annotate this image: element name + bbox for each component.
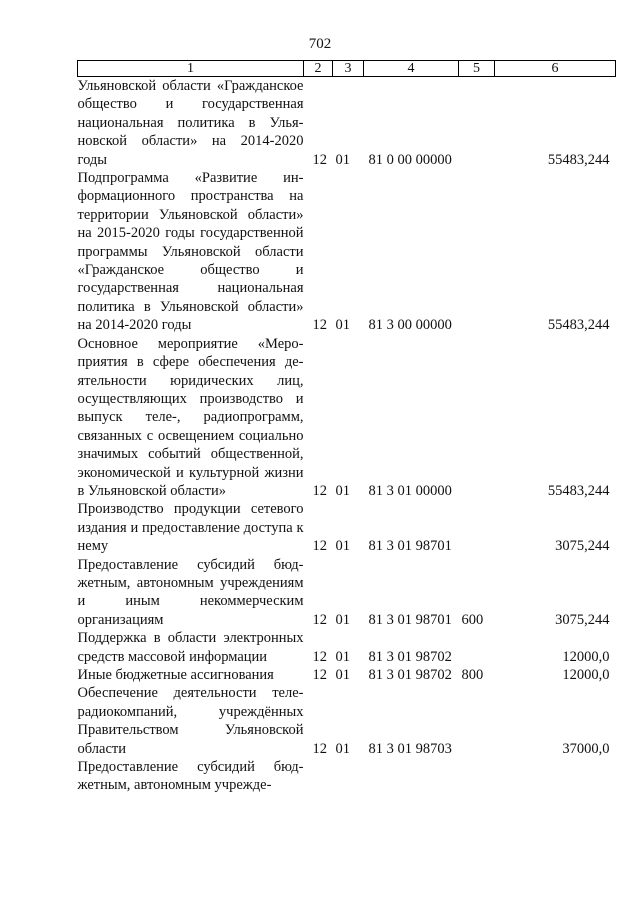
row-subsection: 01 bbox=[335, 648, 350, 665]
row-target-code: 81 3 01 98703 bbox=[368, 740, 452, 757]
row-expense-type bbox=[459, 684, 495, 758]
row-section: 12 bbox=[312, 611, 327, 628]
row-amount: 55483,244 bbox=[547, 482, 610, 499]
row-amount: 55483,244 bbox=[547, 317, 610, 334]
row-description: Предоставление субсидий бюджетным, автономным учрежде- bbox=[77, 759, 304, 794]
row-subsection: 01 bbox=[335, 538, 350, 555]
table-row bbox=[78, 556, 616, 630]
table-row bbox=[78, 500, 616, 555]
row-expense-type bbox=[459, 335, 495, 501]
row-expense-type bbox=[459, 77, 495, 170]
header-col-1: 1 bbox=[78, 61, 304, 77]
row-target-code: 81 3 01 00000 bbox=[368, 482, 452, 499]
row-section: 12 bbox=[312, 648, 327, 665]
table-body bbox=[78, 77, 616, 795]
row-amount: 37000,0 bbox=[562, 740, 610, 757]
row-subsection: 01 bbox=[335, 151, 350, 168]
row-subsection: 01 bbox=[335, 611, 350, 628]
row-subsection bbox=[333, 758, 364, 795]
table-row bbox=[78, 335, 616, 501]
table-row bbox=[78, 629, 616, 666]
page-number: 702 bbox=[308, 36, 332, 52]
row-amount: 12000,0 bbox=[562, 667, 610, 683]
table-header bbox=[78, 61, 616, 77]
row-target-code: 81 0 00 00000 bbox=[368, 151, 452, 168]
row-subsection: 01 bbox=[335, 482, 350, 499]
row-amount: 3075,244 bbox=[555, 538, 610, 555]
row-subsection: 01 bbox=[335, 740, 350, 757]
row-expense-type bbox=[459, 758, 495, 795]
row-expense-type: 800 bbox=[461, 667, 484, 683]
row-subsection: 01 bbox=[335, 317, 350, 334]
row-expense-type bbox=[459, 500, 495, 555]
header-col-3: 3 bbox=[333, 61, 364, 77]
header-col-6: 6 bbox=[495, 61, 616, 77]
row-description: Основное мероприятие «Мероприятия в сфере обеспечения деятельности юридических лиц, осуществляющих производство и выпуск теле-, радиопрограмм, связанных с освещением социально значимых событий общественной, экономической и культурной жизни в Ульяновской области» bbox=[77, 335, 304, 499]
row-amount bbox=[495, 758, 616, 795]
table-row bbox=[78, 666, 616, 684]
row-target-code: 81 3 01 98701 bbox=[368, 538, 452, 555]
row-section: 12 bbox=[312, 151, 327, 168]
row-description: Ульяновской области «Гражданское общество и государственная национальная политика в Ульяновской области» на 2014-2020 годы bbox=[77, 78, 304, 168]
row-target-code: 81 3 00 00000 bbox=[368, 317, 452, 334]
row-target-code: 81 3 01 98701 bbox=[368, 611, 452, 628]
row-expense-type bbox=[459, 629, 495, 666]
table-row bbox=[78, 684, 616, 758]
row-section: 12 bbox=[312, 740, 327, 757]
row-description: Поддержка в области электронных средств массовой информации bbox=[77, 630, 304, 665]
row-section: 12 bbox=[312, 667, 327, 683]
row-description: Производство продукции сетевого издания и предоставление доступа к нему bbox=[77, 501, 304, 555]
row-section bbox=[304, 758, 333, 795]
row-section: 12 bbox=[312, 317, 327, 334]
table-row bbox=[78, 758, 616, 795]
row-amount: 3075,244 bbox=[555, 611, 610, 628]
row-section: 12 bbox=[312, 482, 327, 499]
table-row bbox=[78, 77, 616, 170]
row-section: 12 bbox=[312, 538, 327, 555]
row-amount: 12000,0 bbox=[562, 648, 610, 665]
table-row bbox=[78, 169, 616, 335]
row-target-code: 81 3 01 98702 bbox=[368, 648, 452, 665]
budget-table bbox=[77, 60, 616, 795]
row-expense-type bbox=[459, 169, 495, 335]
row-target-code bbox=[364, 758, 459, 795]
row-description: Предоставление субсидий бюджетным, автономным учреждениям и иным некоммерческим организациям bbox=[77, 556, 304, 628]
row-description: Подпрограмма «Развитие информационного пространства на территории Ульяновской области» на 2015-2020 годы государственной программы Ульяновской области «Гражданское общество и государственная национальная политика в Ульяновской области» на 2014-2020 годы bbox=[77, 170, 304, 334]
row-subsection: 01 bbox=[335, 667, 350, 683]
header-col-5: 5 bbox=[459, 61, 495, 77]
header-col-4: 4 bbox=[364, 61, 459, 77]
row-target-code: 81 3 01 98702 bbox=[368, 667, 452, 683]
row-expense-type: 600 bbox=[461, 611, 484, 628]
row-description: Иные бюджетные ассигнования bbox=[77, 667, 274, 683]
header-col-2: 2 bbox=[304, 61, 333, 77]
row-amount: 55483,244 bbox=[547, 151, 610, 168]
row-description: Обеспечение деятельности телерадиокомпаний, учреждённых Правительством Ульяновской области bbox=[77, 685, 304, 757]
